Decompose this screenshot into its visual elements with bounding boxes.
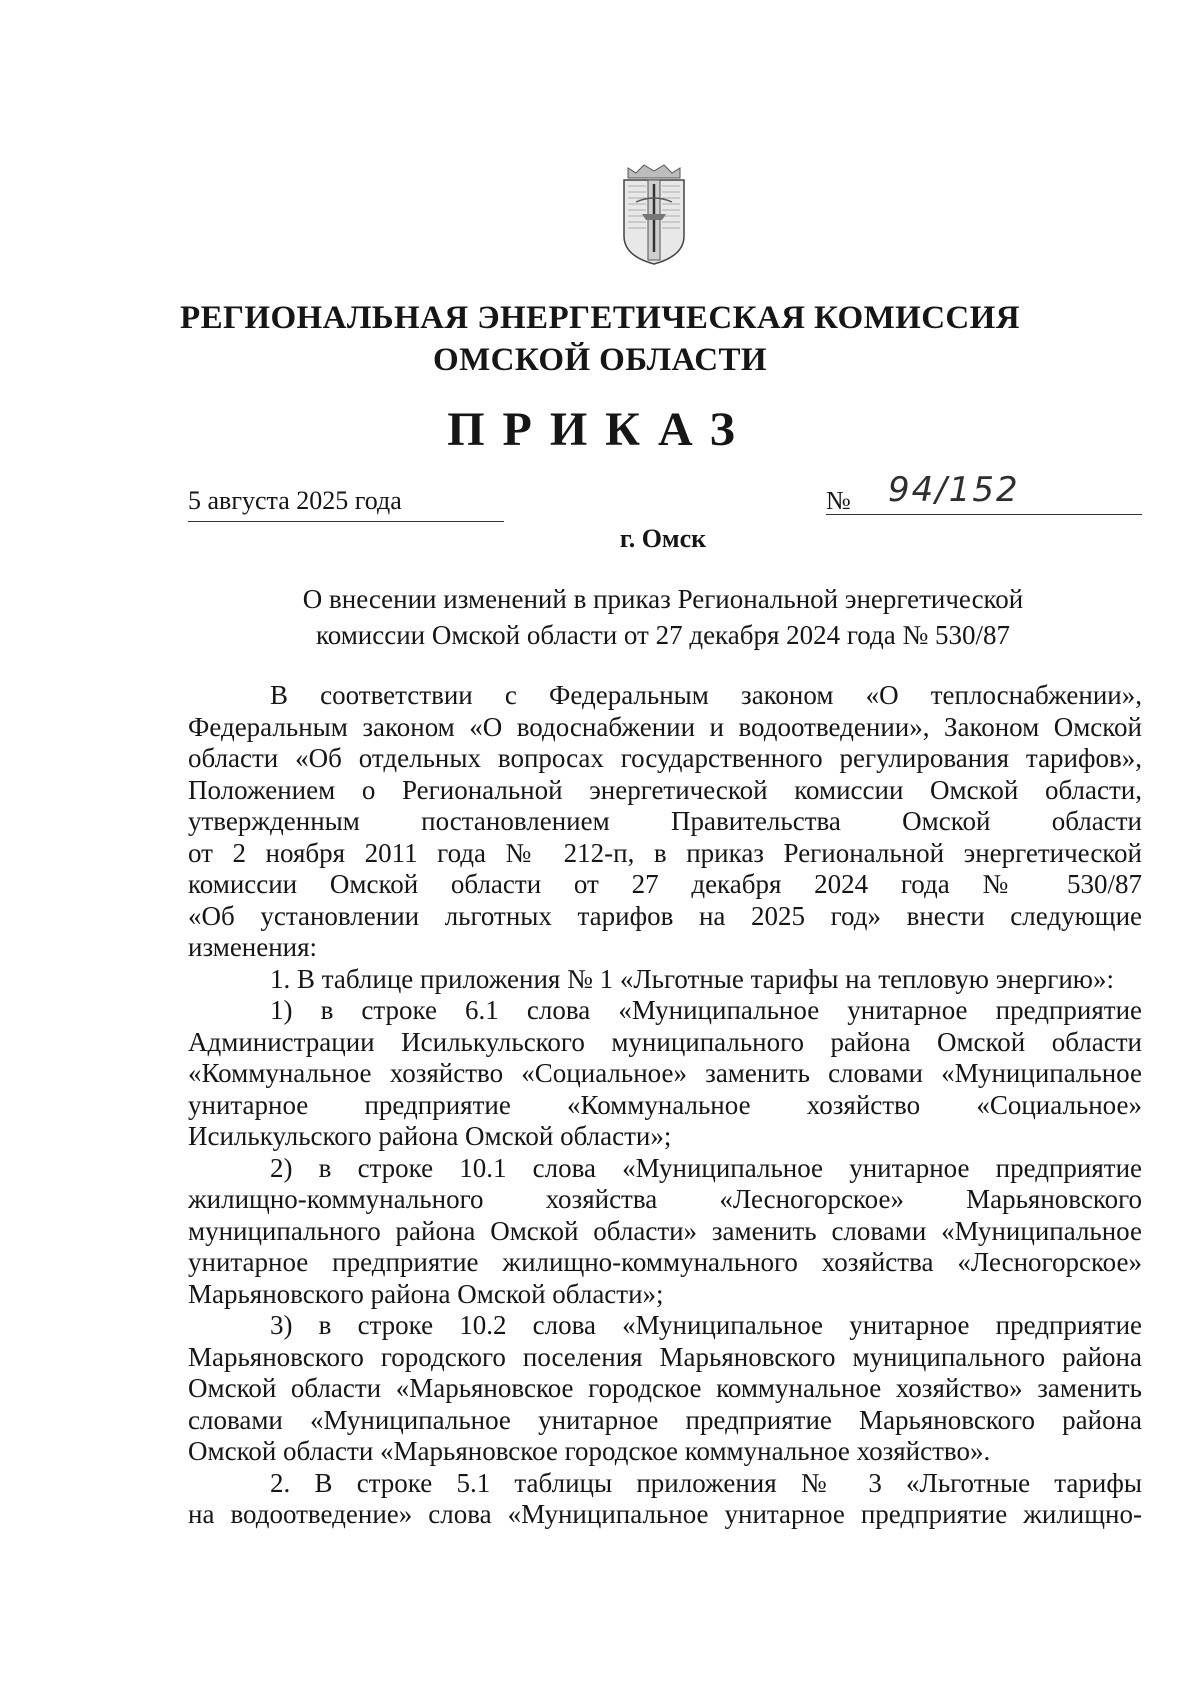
body-line: Омской области «Марьяновское городское коммунальное хозяйство». <box>188 1436 991 1466</box>
body-line: унитарное предприятие жилищно-коммунального хозяйства «Лесногорское» <box>188 1247 1142 1277</box>
body-line: Положением о Региональной энергетической комиссии Омской области, <box>188 774 1142 805</box>
body-line: муниципального района Омской области» заменить словами «Муниципальное <box>188 1215 1142 1246</box>
body-line: 3) в строке 10.2 слова «Муниципальное унитарное предприятие <box>270 1310 1142 1340</box>
body-line: 1. В таблице приложения № 1 «Льготные тарифы на тепловую энергию»: <box>270 963 1114 994</box>
body-line: от 2 ноября 2011 года № 212-п, в приказ Региональной энергетической <box>188 837 1142 868</box>
body-line: изменения: <box>188 932 318 962</box>
body-line: на водоотведение» слова «Муниципальное унитарное предприятие жилищно- <box>188 1499 1142 1529</box>
body-line: «Коммунальное хозяйство «Социальное» заменить словами «Муниципальное <box>188 1058 1142 1088</box>
body-line: Администрации Исилькульского муниципального района Омской области <box>188 1026 1142 1057</box>
body-line: области «Об отдельных вопросах государственного регулирования тарифов», <box>188 743 1142 773</box>
body-line: Марьяновского городского поселения Марьяновского муниципального района <box>188 1341 1142 1372</box>
document-number-handwritten: 94/152 <box>888 470 1020 510</box>
number-underline <box>826 514 1142 515</box>
coat-of-arms-emblem <box>618 164 690 266</box>
body-line: комиссии Омской области от 27 декабря 2024 года № 530/87 <box>188 869 1142 899</box>
body-line: Омской области «Марьяновское городское коммунальное хозяйство» заменить <box>188 1373 1142 1403</box>
document-number-label: № <box>826 486 851 515</box>
document-city: г. Омск <box>619 524 707 553</box>
subject-line: комиссии Омской области от 27 декабря 2024 года № 530/87 <box>315 620 1011 650</box>
body-line: унитарное предприятие «Коммунальное хозяйство «Социальное» <box>188 1089 1142 1120</box>
body-line: Исилькульского района Омской области»; <box>188 1121 672 1151</box>
body-line: словами «Муниципальное унитарное предприятие Марьяновского района <box>188 1404 1142 1435</box>
document-subject <box>0 581 1200 653</box>
document-body <box>188 680 1142 1531</box>
body-line: утвержденным постановлением Правительства Омской области <box>188 806 1142 836</box>
body-line: 2) в строке 10.1 слова «Муниципальное унитарное предприятие <box>270 1152 1142 1183</box>
body-line: «Об установлении льготных тарифов на 2025 год» внести следующие <box>188 900 1142 931</box>
subject-line: О внесении изменений в приказ Региональной энергетической <box>302 584 1024 614</box>
body-line: 1) в строке 6.1 слова «Муниципальное унитарное предприятие <box>270 995 1142 1025</box>
body-line: Федеральным законом «О водоснабжении и водоотведении», Законом Омской <box>188 711 1142 742</box>
document-type-title: ПРИКАЗ <box>447 403 753 456</box>
organization-name-line-2: ОМСКОЙ ОБЛАСТИ <box>433 342 767 378</box>
organization-name-line-1: РЕГИОНАЛЬНАЯ ЭНЕРГЕТИЧЕСКАЯ КОМИССИЯ <box>180 300 1020 336</box>
body-line: жилищно-коммунального хозяйства «Лесногорское» Марьяновского <box>188 1184 1142 1214</box>
body-line: Марьяновского района Омской области»; <box>188 1278 664 1309</box>
body-line: В соответствии с Федеральным законом «О теплоснабжении», <box>270 680 1142 710</box>
body-line: 2. В строке 5.1 таблицы приложения № 3 «Льготные тарифы <box>270 1467 1142 1498</box>
document-date: 5 августа 2025 года <box>188 486 402 515</box>
